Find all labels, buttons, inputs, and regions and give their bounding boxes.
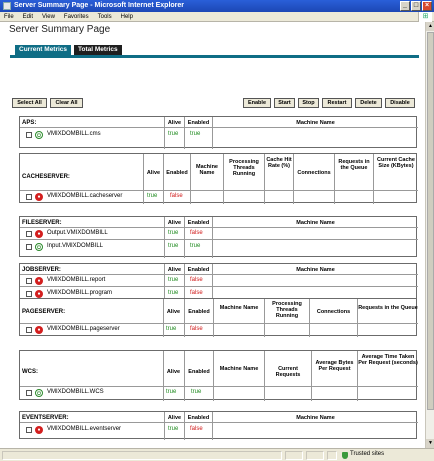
enabled-value: false bbox=[190, 277, 203, 283]
enabled-value: false bbox=[190, 290, 203, 296]
menu-help[interactable]: Help bbox=[120, 13, 133, 20]
disable-button[interactable]: Disable bbox=[385, 98, 415, 108]
enabled-value: true bbox=[190, 243, 201, 249]
page-content bbox=[1, 22, 425, 448]
menu-edit[interactable]: Edit bbox=[22, 13, 34, 20]
enabled-value: true bbox=[190, 131, 201, 137]
vertical-scrollbar[interactable] bbox=[425, 22, 434, 448]
header-enabled: Enabled bbox=[187, 220, 210, 226]
list-item bbox=[26, 131, 164, 140]
row-checkbox[interactable] bbox=[26, 390, 32, 396]
section-name: EVENTSERVER: bbox=[22, 415, 69, 421]
list-item bbox=[26, 389, 162, 398]
metrics-tabs bbox=[15, 45, 122, 55]
server-name: VMIXDOMBILL.eventserver bbox=[47, 426, 122, 432]
server-stopped-icon: ● bbox=[35, 426, 43, 434]
tab-current-metrics[interactable]: Current Metrics bbox=[15, 45, 71, 55]
status-segment bbox=[306, 451, 324, 460]
section-name: CACHESERVER: bbox=[22, 174, 70, 180]
header-processing-threads: Processing Threads Running bbox=[229, 159, 259, 177]
header-alive: Alive bbox=[167, 267, 182, 273]
section-name: WCS: bbox=[22, 369, 38, 375]
window-controls bbox=[400, 1, 432, 11]
section-name: FILESERVER: bbox=[22, 220, 62, 226]
server-stopped-icon: ● bbox=[35, 230, 43, 238]
header-avg-time: Average Time Taken Per Request (seconds) bbox=[358, 354, 418, 366]
server-running-icon: ⏻ bbox=[35, 389, 43, 397]
server-name: VMIXDOMBILL.report bbox=[47, 277, 106, 283]
section-eventserver bbox=[19, 411, 417, 439]
start-button[interactable]: Start bbox=[274, 98, 295, 108]
header-alive: Alive bbox=[167, 415, 182, 421]
trusted-sites-icon bbox=[342, 452, 348, 459]
section-name: APS: bbox=[22, 120, 37, 126]
header-machine-name: Machine Name bbox=[296, 120, 335, 126]
header-cache-hit-rate: Cache Hit Rate (%) bbox=[266, 157, 292, 169]
header-enabled: Enabled bbox=[188, 309, 210, 315]
header-requests-queue: Requests in the Queue bbox=[358, 305, 418, 311]
tab-total-metrics[interactable]: Total Metrics bbox=[74, 45, 122, 55]
tab-underline bbox=[10, 55, 419, 58]
header-machine-name: Machine Name bbox=[219, 305, 259, 311]
list-item bbox=[26, 277, 164, 286]
menu-tools[interactable]: Tools bbox=[97, 13, 112, 20]
maximize-button[interactable]: □ bbox=[411, 1, 421, 11]
header-machine-name: Machine Name bbox=[219, 366, 259, 372]
ie-app-icon bbox=[3, 2, 11, 10]
server-name: VMIXDOMBILL.WCS bbox=[47, 389, 104, 395]
section-name: PAGESERVER: bbox=[22, 309, 66, 315]
section-fileserver bbox=[19, 216, 417, 257]
row-checkbox[interactable] bbox=[26, 244, 32, 250]
alive-value: true bbox=[147, 193, 158, 199]
status-segment bbox=[285, 451, 303, 460]
stop-button[interactable]: Stop bbox=[298, 98, 319, 108]
list-item bbox=[26, 243, 164, 252]
section-aps bbox=[19, 116, 417, 148]
header-machine-name: Machine Name bbox=[296, 267, 335, 273]
server-name: Input.VMIXDOMBILL bbox=[47, 243, 104, 249]
alive-value: true bbox=[168, 243, 179, 249]
delete-button[interactable]: Delete bbox=[355, 98, 382, 108]
close-button[interactable]: × bbox=[422, 1, 432, 11]
header-machine-name: Machine Name bbox=[296, 220, 335, 226]
server-name: VMIXDOMBILL.pageserver bbox=[47, 326, 120, 332]
server-stopped-icon: ● bbox=[35, 326, 43, 334]
list-item bbox=[26, 426, 164, 435]
header-enabled: Enabled bbox=[188, 369, 210, 375]
header-connections: Connections bbox=[316, 309, 351, 315]
header-machine-name: Machine Name bbox=[195, 164, 218, 176]
row-checkbox[interactable] bbox=[26, 427, 32, 433]
alive-value: true bbox=[168, 131, 179, 137]
page-title: Server Summary Page bbox=[9, 24, 111, 35]
alive-value: true bbox=[168, 426, 179, 432]
server-name: VMIXDOMBILL.cms bbox=[47, 131, 101, 137]
list-item bbox=[26, 326, 162, 335]
window-titlebar bbox=[0, 0, 434, 12]
row-checkbox[interactable] bbox=[26, 278, 32, 284]
enabled-value: false bbox=[170, 193, 183, 199]
enabled-value: false bbox=[190, 230, 203, 236]
header-avg-bytes: Average Bytes Per Request bbox=[315, 360, 354, 372]
enabled-value: false bbox=[190, 326, 203, 332]
select-all-button[interactable]: Select All bbox=[12, 98, 47, 108]
server-name: VMIXDOMBILL.program bbox=[47, 290, 113, 296]
action-toolbar bbox=[12, 98, 420, 108]
enable-button[interactable]: Enable bbox=[243, 98, 271, 108]
section-name: JOBSERVER: bbox=[22, 267, 61, 273]
server-running-icon: ⏻ bbox=[35, 243, 43, 251]
section-wcs bbox=[19, 350, 417, 400]
row-checkbox[interactable] bbox=[26, 231, 32, 237]
status-message bbox=[2, 451, 282, 460]
section-cacheserver bbox=[19, 153, 417, 203]
header-enabled: Enabled bbox=[187, 415, 210, 421]
enabled-value: false bbox=[190, 426, 203, 432]
alive-value: true bbox=[166, 389, 177, 395]
scroll-down-icon[interactable]: ▼ bbox=[426, 439, 434, 448]
row-checkbox[interactable] bbox=[26, 291, 32, 297]
header-alive: Alive bbox=[166, 369, 181, 375]
status-segment bbox=[327, 451, 337, 460]
header-alive: Alive bbox=[146, 170, 161, 176]
server-stopped-icon: ● bbox=[35, 290, 43, 298]
section-jobserver bbox=[19, 263, 417, 303]
menu-favorites[interactable]: Favorites bbox=[63, 13, 89, 20]
server-stopped-icon: ● bbox=[35, 277, 43, 285]
header-alive: Alive bbox=[166, 309, 181, 315]
server-stopped-icon: ● bbox=[35, 193, 43, 201]
header-alive: Alive bbox=[167, 120, 182, 126]
list-item bbox=[26, 230, 164, 239]
header-enabled: Enabled bbox=[166, 170, 188, 176]
row-checkbox[interactable] bbox=[26, 194, 32, 200]
menu-file[interactable]: File bbox=[4, 13, 14, 20]
restart-button[interactable]: Restart bbox=[322, 98, 352, 108]
header-enabled: Enabled bbox=[187, 267, 210, 273]
alive-value: true bbox=[168, 230, 179, 236]
header-cache-size: Current Cache Size (KBytes) bbox=[377, 157, 415, 169]
header-enabled: Enabled bbox=[187, 120, 210, 126]
header-processing-threads: Processing Threads Running bbox=[272, 301, 302, 319]
list-item bbox=[26, 193, 144, 202]
header-alive: Alive bbox=[167, 220, 182, 226]
menu-bar bbox=[0, 12, 434, 22]
alive-value: true bbox=[168, 277, 179, 283]
header-requests-queue: Requests in the Queue bbox=[338, 159, 370, 171]
alive-value: true bbox=[168, 290, 179, 296]
section-pageserver bbox=[19, 298, 417, 336]
alive-value: true bbox=[166, 326, 177, 332]
header-machine-name: Machine Name bbox=[296, 415, 335, 421]
enabled-value: true bbox=[191, 389, 202, 395]
windows-logo-icon: ⊞ bbox=[418, 12, 432, 22]
server-running-icon: ⏻ bbox=[35, 131, 43, 139]
status-bar bbox=[0, 448, 434, 461]
security-zone: Trusted sites bbox=[350, 451, 385, 457]
window-title: Server Summary Page - Microsoft Internet Explorer bbox=[14, 2, 184, 9]
minimize-button[interactable]: _ bbox=[400, 1, 410, 11]
row-checkbox[interactable] bbox=[26, 327, 32, 333]
server-name: Output.VMIXDOMBILL bbox=[47, 230, 108, 236]
server-name: VMIXDOMBILL.cacheserver bbox=[47, 193, 123, 199]
header-connections: Connections bbox=[297, 170, 331, 176]
row-checkbox[interactable] bbox=[26, 132, 32, 138]
menu-view[interactable]: View bbox=[42, 13, 55, 20]
clear-all-button[interactable]: Clear All bbox=[50, 98, 83, 108]
scroll-up-icon[interactable]: ▲ bbox=[426, 22, 434, 31]
scroll-thumb[interactable] bbox=[427, 32, 434, 410]
header-current-requests: Current Requests bbox=[275, 366, 301, 378]
